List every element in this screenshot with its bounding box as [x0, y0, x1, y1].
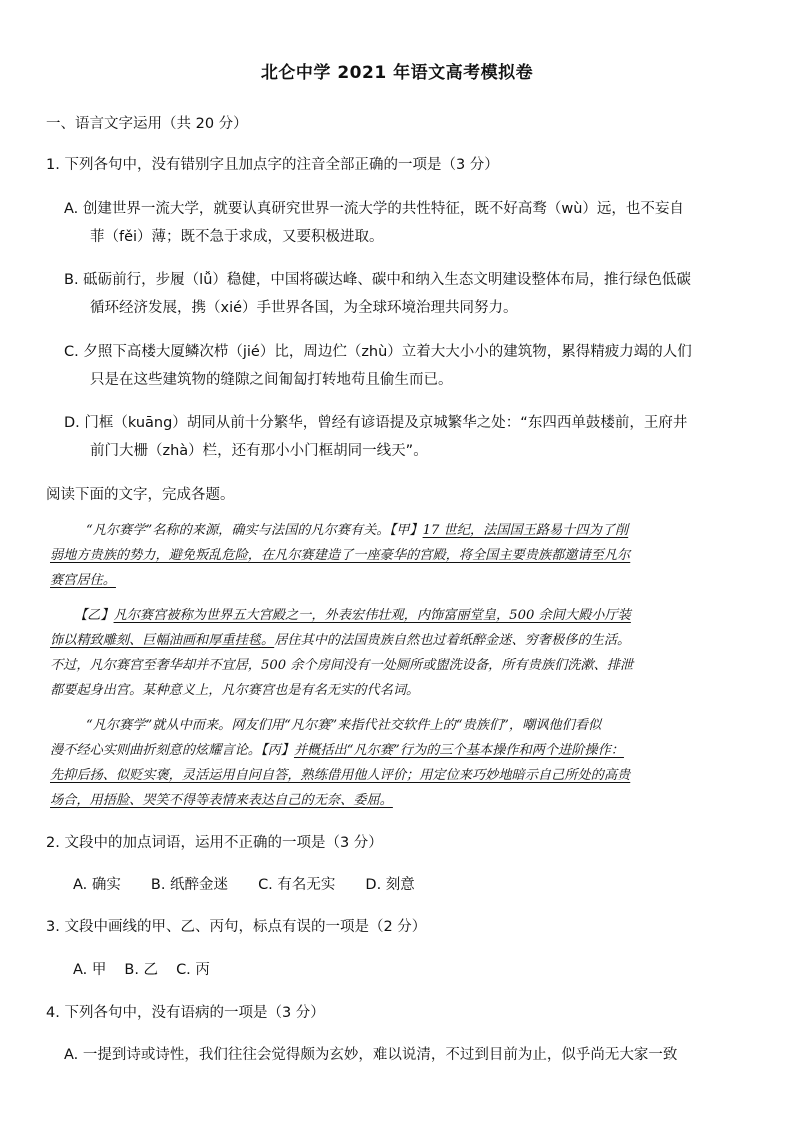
q3-option-a[interactable]: A. 甲 [73, 962, 107, 978]
q2-option-b[interactable]: B. 纸醉金迷 [150, 877, 229, 893]
q1-option-b-line1: B. 砥砺前行，步履（lǚ）稳健，中国将碳达峰、碳中和纳入生态文明建设整体布局，推行绿色低碳 [64, 272, 691, 288]
q2-option-c[interactable]: C. 有名无实 [258, 877, 336, 893]
sentence-bing: 并概括出“凡尔赛”行为的三个基本操作和两个进阶操作： [293, 743, 624, 758]
q3-options [73, 960, 240, 980]
q1-option-a-line1: A. 创建世界一流大学，就要认真研究世界一流大学的共性特征，既不好高骛（wù）远，也不妄自 [64, 201, 684, 217]
q2-options [73, 875, 445, 895]
passage-p2-line4: 都要起身出宫。某种意义上，凡尔赛宫也是有名无实的代名词。 [50, 683, 420, 698]
q1-option-d-line1: D. 门框（kuāng）胡同从前十分繁华，曾经有谚语提及京城繁华之处：“东四西单鼓楼前，王府井 [64, 415, 688, 431]
q1-option-d-line2: 前门大栅（zhà）栏，还有那小小门框胡同一线天”。 [90, 443, 428, 459]
passage-text: “凡尔赛学”名称的来源，确实与法国的凡尔赛有关。【甲】 [86, 523, 423, 538]
question-4-stem: 4. 下列各句中，没有语病的一项是（3 分） [46, 1005, 325, 1021]
passage-text: 居住其中的法国贵族自然也过着纸醉金迷、穷奢极侈的生活。 [274, 633, 631, 648]
reading-instruction: 阅读下面的文字，完成各题。 [46, 487, 235, 503]
passage-text: 漫不经心实则曲折刻意的炫耀言论。【丙】 [50, 743, 294, 758]
sentence-yi-end: 饰以精致雕刻、巨幅油画和厚重挂毯。 [50, 633, 275, 648]
passage-p3-line3: 先抑后扬、似贬实褒，灵活运用自问自答，熟练借用他人评价；用定位来巧妙地暗示自己所处的高贵 [50, 768, 631, 783]
passage-p2-line2 [50, 631, 630, 651]
q4-option-a-line1: A. 一提到诗或诗性，我们往往会觉得颇为玄妙，难以说清，不过到目前为止，似乎尚无大家一致 [64, 1047, 678, 1063]
passage-p2-line1 [74, 606, 631, 626]
question-3-stem: 3. 文段中画线的甲、乙、丙句，标点有误的一项是（2 分） [46, 919, 427, 935]
passage-p3-line1: “凡尔赛学”就从中而来。网友们用“凡尔赛”来指代社交软件上的“贵族们”，嘲讽他们看似 [86, 718, 602, 733]
sentence-jia: 17 世纪，法国国王路易十四为了削 [422, 523, 629, 538]
q3-option-c[interactable]: C. 丙 [176, 962, 210, 978]
passage-p1-line2: 弱地方贵族的势力，避免叛乱危险，在凡尔赛建造了一座豪华的宫殿，将全国主要贵族都邀请至凡尔 [50, 548, 631, 563]
question-1-stem: 1. 下列各句中，没有错别字且加点字的注音全部正确的一项是（3 分） [46, 157, 499, 173]
q1-option-c-line2: 只是在这些建筑物的缝隙之间匍匐打转地苟且偷生而已。 [90, 372, 453, 388]
passage-p1-line3: 赛宫居住。 [50, 573, 116, 588]
section-heading: 一、语言文字运用（共 20 分） [46, 116, 248, 132]
q1-option-b-line2: 循环经济发展，携（xié）手世界各国，为全球环境治理共同努力。 [90, 300, 518, 316]
passage-text: 【乙】 [74, 608, 114, 623]
sentence-yi: 凡尔赛宫被称为世界五大宫殿之一，外表宏伟壮观，内饰富丽堂皇，500 余间大殿小厅装 [113, 608, 631, 623]
question-2-stem: 2. 文段中的加点词语，运用不正确的一项是（3 分） [46, 835, 383, 851]
q2-option-a[interactable]: A. 确实 [73, 877, 121, 893]
passage-p2-line3: 不过，凡尔赛宫至奢华却并不宜居，500 余个房间没有一处厕所或盥洗设备，所有贵族们洗漱、排泄 [50, 658, 634, 673]
q1-option-c-line1: C. 夕照下高楼大厦鳞次栉（jié）比，周边伫（zhù）立着大大小小的建筑物，累得精疲力竭的人们 [64, 344, 692, 360]
passage-p1-line1 [86, 521, 628, 541]
passage-p3-line2 [50, 741, 624, 761]
q2-option-d[interactable]: D. 刻意 [365, 877, 415, 893]
passage-p3-line4: 场合，用捂脸、哭笑不得等表情来表达自己的无奈、委屈。 [50, 793, 393, 808]
exam-title: 北仑中学 2021 年语文高考模拟卷 [260, 63, 534, 83]
q1-option-a-line2: 菲（fěi）薄；既不急于求成，又要积极进取。 [90, 229, 384, 245]
q3-option-b[interactable]: B. 乙 [124, 962, 159, 978]
